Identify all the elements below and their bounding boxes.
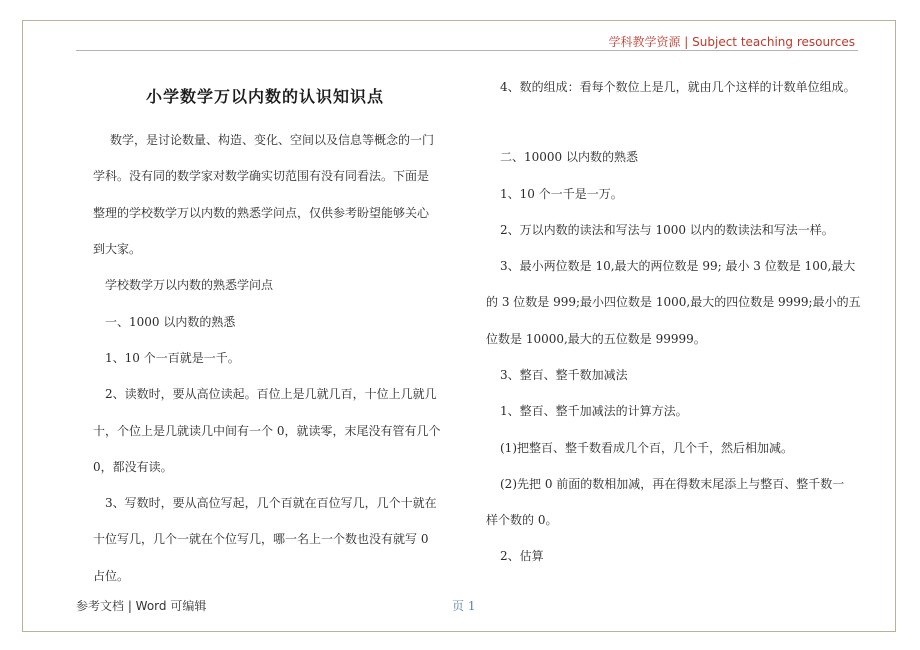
right-line-1: 4、数的组成：看每个数位上是几，就由几个这样的计数单位组成。 <box>500 80 856 94</box>
left-line-5: 学校数学万以内数的熟悉学问点 <box>105 278 274 292</box>
right-line-12: 样个数的 0。 <box>486 513 558 527</box>
right-line-3: 1、10 个一千是一万。 <box>500 187 623 201</box>
left-line-11: 3、写数时，要从高位写起，几个百就在百位写几，几个十就在 <box>105 496 437 510</box>
right-line-7: 位数是 10000,最大的五位数是 99999。 <box>486 332 706 346</box>
right-line-6: 的 3 位数是 999;最小四位数是 1000,最大的四位数是 9999;最小的五 <box>486 295 861 309</box>
right-line-4: 2、万以内数的读法和写法与 1000 以内的数读法和写法一样。 <box>500 223 834 237</box>
right-line-5: 3、最小两位数是 10,最大的两位数是 99; 最小 3 位数是 100,最大 <box>500 259 856 273</box>
left-line-10: 0，都没有读。 <box>93 460 173 474</box>
left-line-4: 到大家。 <box>93 242 142 256</box>
document-title: 小学数学万以内数的认识知识点 <box>145 87 384 106</box>
right-line-11: (2)先把 0 前面的数相加减，再在得数末尾添上与整百、整千数一 <box>500 477 845 491</box>
header-rule <box>76 50 858 51</box>
right-line-9: 1、整百、整千加减法的计算方法。 <box>500 404 688 418</box>
footer-label: 参考文档 | Word 可编辑 <box>76 599 207 613</box>
left-line-7: 1、10 个一百就是一千。 <box>105 351 240 365</box>
left-line-3: 整理的学校数学万以内数的熟悉学问点，仅供参考盼望能够关心 <box>93 206 430 220</box>
page-number: 页 1 <box>452 599 476 613</box>
left-line-12: 十位写几，几个一就在个位写几，哪一名上一个数也没有就写 0 <box>93 532 429 546</box>
left-line-2: 学科。没有同的数学家对数学确实切范围有没有同看法。下面是 <box>93 169 430 183</box>
left-line-13: 占位。 <box>93 569 130 583</box>
right-line-13: 2、估算 <box>500 549 544 563</box>
left-line-9: 十，个位上是几就读几中间有一个 0，就读零，末尾没有管有几个 <box>93 424 441 438</box>
left-line-8: 2、读数时，要从高位读起。百位上是几就几百，十位上几就几 <box>105 387 437 401</box>
left-heading-1: 一、1000 以内数的熟悉 <box>105 315 236 329</box>
left-line-1: 数学，是讨论数量、构造、变化、空间以及信息等概念的一门 <box>110 133 435 147</box>
right-heading-3: 3、整百、整千数加减法 <box>500 368 628 382</box>
right-line-10: (1)把整百、整千数看成几个百，几个千，然后相加减。 <box>500 441 794 455</box>
header-text: 学科教学资源 | Subject teaching resources <box>608 35 855 49</box>
right-heading-2: 二、10000 以内数的熟悉 <box>500 150 638 164</box>
